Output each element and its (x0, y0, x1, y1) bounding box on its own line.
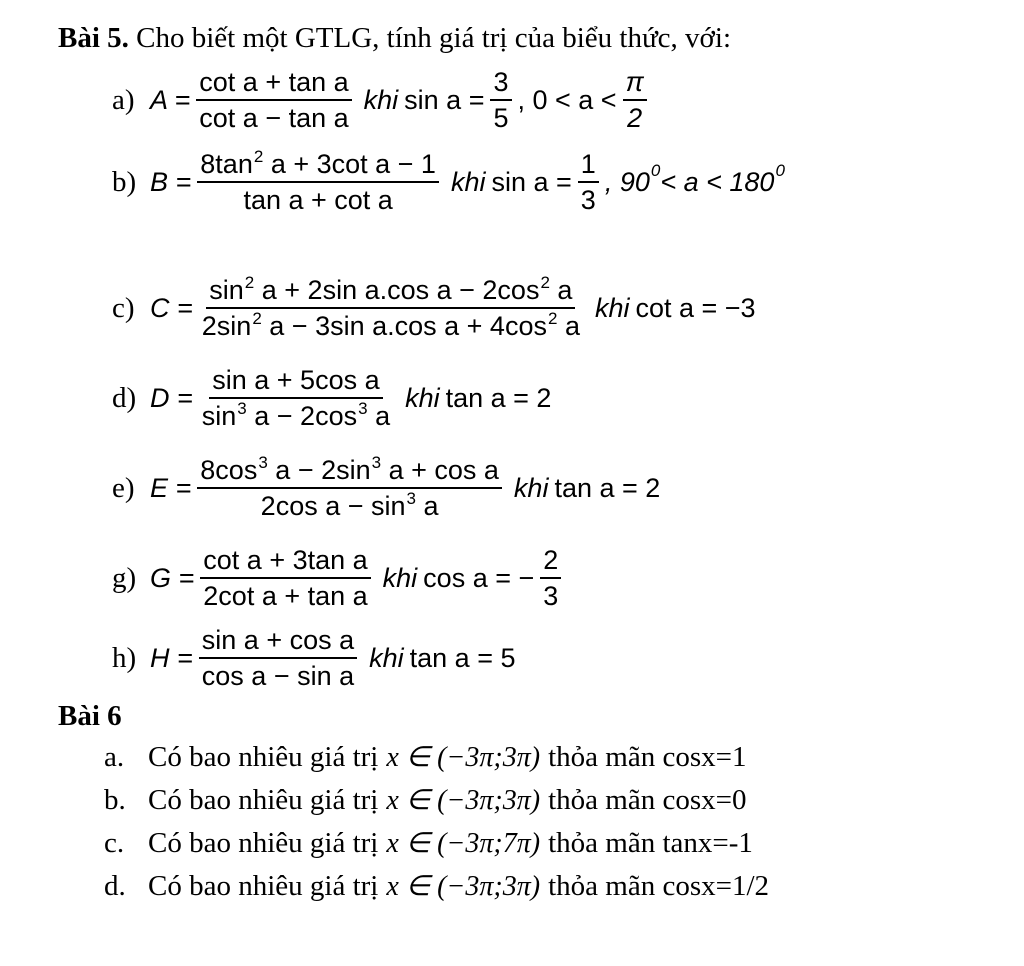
exponent: 3 (371, 453, 382, 472)
den-part: 2sin (201, 311, 252, 342)
denominator (199, 309, 583, 340)
interval-math: x ∈ (−3π;3π) (386, 871, 541, 902)
exponent: 3 (237, 399, 247, 419)
denominator: 5 (493, 103, 509, 134)
khi-word: khi (594, 292, 630, 323)
interval-math: x ∈ (−3π;7π) (386, 828, 541, 859)
num-part: a (549, 275, 573, 305)
condition: sin a = (404, 84, 485, 115)
condition-fraction (540, 546, 561, 611)
den-part: a − 3sin a.cos a + 4cos (261, 311, 547, 342)
lhs: A = (150, 84, 191, 115)
bai5-title: Bài 5. (58, 22, 129, 54)
numerator (197, 453, 502, 489)
exercise-label: g) (112, 561, 137, 594)
khi-word: khi (369, 642, 404, 673)
expression-fraction (200, 546, 370, 611)
den-part: a (367, 401, 391, 432)
expression-fraction (199, 366, 393, 431)
exercise-label: d) (112, 381, 137, 414)
exponent: 2 (547, 309, 558, 329)
bai6-item-c (104, 826, 753, 860)
num-part: sin (209, 275, 244, 305)
item-tail: thỏa mãn cosx=1/2 (548, 869, 770, 902)
item-tail: thỏa mãn cosx=0 (548, 783, 747, 816)
item-text: Có bao nhiêu giá trị (148, 740, 379, 773)
lhs: B = (150, 166, 192, 197)
khi-word: khi (513, 472, 549, 503)
exercise-a (112, 68, 653, 133)
expression-fraction (197, 453, 502, 522)
numerator: cot a + 3tan a (200, 546, 370, 579)
bai6-item-b (104, 783, 746, 817)
lhs: C = (150, 292, 193, 323)
denominator (199, 399, 393, 430)
interval-math: x ∈ (−3π;3π) (386, 785, 541, 816)
item-tail: thỏa mãn tanx=-1 (548, 826, 753, 859)
denominator: 3 (543, 581, 559, 612)
condition: tan a = 2 (445, 382, 552, 413)
expression-fraction (197, 147, 439, 216)
exercise-h (112, 626, 515, 691)
den-part: a (557, 311, 580, 342)
condition: sin a = (491, 166, 572, 197)
numerator (197, 147, 439, 183)
numerator: π (623, 68, 647, 101)
numerator: sin a + 5cos a (209, 366, 382, 399)
pi-fraction (623, 68, 647, 133)
item-text: Có bao nhiêu giá trị (148, 826, 379, 859)
expression-fraction (196, 68, 351, 133)
denominator: 2cot a + tan a (203, 581, 368, 612)
degree-sign: 0 (650, 161, 661, 181)
num-part: a − 2sin (267, 455, 371, 485)
denominator: cot a − tan a (199, 103, 349, 134)
condition: cos a = − (423, 562, 535, 593)
range-part: , 90 (604, 166, 650, 197)
item-label: a. (104, 740, 125, 773)
exponent: 3 (258, 453, 268, 472)
exercise-label: a) (112, 83, 135, 116)
exponent: 3 (358, 399, 368, 419)
khi-word: khi (382, 562, 418, 593)
condition-fraction (578, 150, 599, 215)
num-part: a + cos a (381, 455, 499, 485)
denominator: cos a − sin a (201, 661, 355, 692)
condition-fraction (490, 68, 511, 133)
exercise-d (112, 366, 551, 431)
numerator: 1 (578, 150, 599, 183)
exponent: 2 (253, 147, 264, 166)
lhs: D = (150, 382, 193, 413)
item-label: b. (104, 783, 126, 816)
exercise-b (112, 147, 785, 216)
exercise-label: e) (112, 471, 135, 504)
condition-range (604, 161, 785, 198)
den-part: a (415, 491, 439, 522)
condition: tan a = 2 (554, 472, 661, 503)
exercise-g (112, 546, 567, 611)
den-part: a − 2cos (246, 401, 358, 432)
bai5-heading (58, 22, 731, 55)
expression-fraction (199, 273, 583, 342)
numerator: 3 (490, 68, 511, 101)
khi-word: khi (450, 166, 486, 197)
lhs: E = (150, 472, 192, 503)
item-tail: thỏa mãn cosx=1 (548, 740, 747, 773)
exponent: 3 (406, 489, 416, 509)
condition: cot a = −3 (635, 292, 756, 323)
interval-math: x ∈ (−3π;3π) (386, 742, 541, 773)
item-text: Có bao nhiêu giá trị (148, 783, 379, 816)
item-label: c. (104, 826, 125, 859)
condition-range: , 0 < a < (517, 84, 617, 115)
num-part: a + 2sin a.cos a − 2cos (254, 275, 540, 305)
khi-word: khi (405, 382, 440, 413)
lhs: G = (150, 562, 195, 593)
den-part: 2cos a − sin (260, 491, 406, 522)
bai6-title: Bài 6 (58, 700, 122, 732)
bai6-item-a (104, 740, 746, 774)
numerator: cot a + tan a (196, 68, 351, 101)
numerator: 2 (540, 546, 561, 579)
exercise-label: c) (112, 291, 135, 324)
numerator: sin a + cos a (199, 626, 357, 659)
exponent: 2 (540, 273, 550, 292)
den-part: sin (201, 401, 237, 432)
expression-fraction (199, 626, 357, 691)
numerator (206, 273, 575, 309)
exercise-label: h) (112, 641, 137, 674)
num-part: 8cos (200, 455, 258, 485)
denominator: 3 (580, 185, 596, 216)
num-part: 8tan (200, 149, 253, 179)
denominator: tan a + cot a (243, 185, 393, 216)
khi-word: khi (363, 84, 399, 115)
range-part: < a < 180 (660, 166, 775, 197)
denominator (258, 489, 442, 520)
bai5-intro: Cho biết một GTLG, tính giá trị của biểu thức, với: (136, 22, 731, 54)
item-text: Có bao nhiêu giá trị (148, 869, 379, 902)
exercise-label: b) (112, 165, 137, 198)
exponent: 2 (252, 309, 262, 329)
denominator: 2 (627, 103, 643, 134)
lhs: H = (150, 642, 193, 673)
num-part: a + 3cot a − 1 (263, 149, 436, 179)
exponent: 2 (244, 273, 255, 292)
bai6-item-d (104, 869, 769, 903)
item-label: d. (104, 869, 126, 902)
degree-sign: 0 (775, 161, 785, 181)
exercise-c (112, 273, 756, 342)
exercise-e (112, 453, 661, 522)
condition: tan a = 5 (409, 642, 516, 673)
